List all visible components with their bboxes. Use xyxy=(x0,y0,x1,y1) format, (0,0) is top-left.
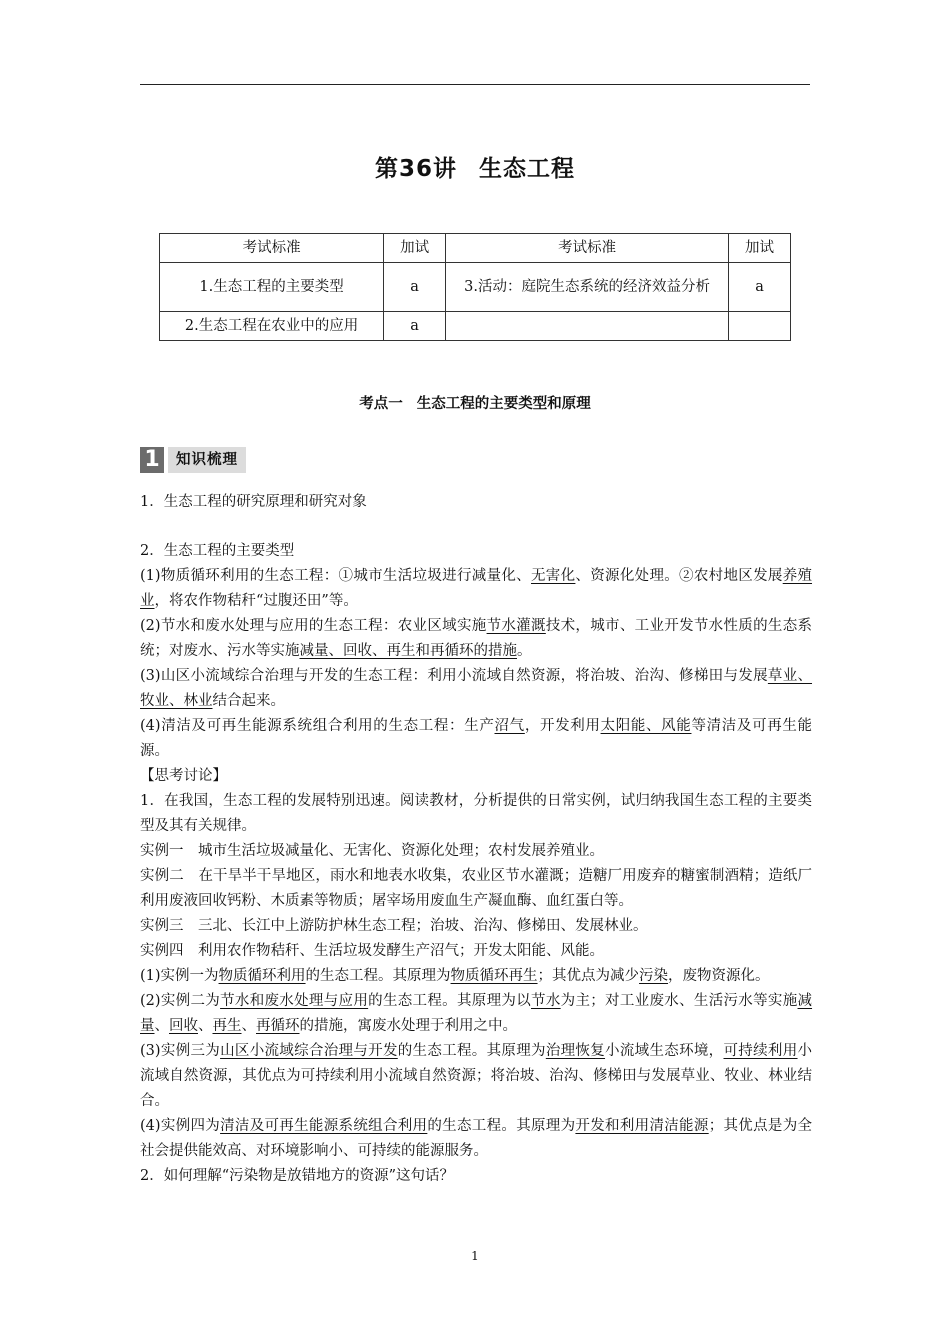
table-row xyxy=(160,263,791,312)
paragraph: (1)实例一为物质循环利用的生态工程。其原理为物质循环再生；其优点为减少污染，废物资源化。 xyxy=(140,968,770,984)
table-header-cell: 考试标准 xyxy=(160,234,384,263)
table-cell: 3.活动：庭院生态系统的经济效益分析 xyxy=(446,263,729,312)
paragraph: (1)物质循环利用的生态工程：①城市生活垃圾进行减量化、无害化、资源化处理。②农村地区发展养殖业，将农作物秸秆“过腹还田”等。 xyxy=(140,568,813,609)
table-row xyxy=(160,312,791,341)
paragraph: 1．在我国，生态工程的发展特别迅速。阅读教材，分析提供的日常实例，试归纳我国生态工程的主要类型及其有关规律。 xyxy=(140,793,812,834)
paragraph: (2)实例二为节水和废水处理与应用的生态工程。其原理为以节水为主；对工业废水、生活污水等实施减量、回收、再生、再循环的措施，寓废水处理于利用之中。 xyxy=(140,993,813,1034)
table-cell: a xyxy=(384,312,446,341)
content-body xyxy=(140,490,812,1189)
header-rule xyxy=(140,84,810,85)
paragraph: (3)实例三为山区小流域综合治理与开发的生态工程。其原理为治理恢复小流域生态环境，可持续利用小流域自然资源，其优点为可持续利用小流域自然资源；将治坡、治沟、修梯田与发展草业、牧业、林业结合。 xyxy=(140,1043,813,1109)
example-line: 实例二 在干旱半干旱地区，雨水和地表水收集，农业区节水灌溉；造糖厂用废弃的糖蜜制酒精；造纸厂利用废液回收钙粉、木质素等物质；屠宰场用废血生产凝血酶、血红蛋白等。 xyxy=(140,868,812,909)
table-cell xyxy=(729,312,791,341)
section-heading: 考点一 生态工程的主要类型和原理 xyxy=(359,396,591,412)
table-header-cell: 考试标准 xyxy=(446,234,729,263)
table-cell xyxy=(446,312,729,341)
table-cell: 2.生态工程在农业中的应用 xyxy=(160,312,384,341)
paragraph: (4)实例四为清洁及可再生能源系统组合利用的生态工程。其原理为开发和利用清洁能源；其优点是为全社会提供能效高、对环境影响小、可持续的能源服务。 xyxy=(140,1118,813,1159)
exam-standards-table xyxy=(159,233,791,341)
paragraph: 2．如何理解“污染物是放错地方的资源”这句话？ xyxy=(140,1168,455,1184)
paragraph: 2．生态工程的主要类型 xyxy=(140,543,295,559)
example-line: 实例三 三北、长江中上游防护林生态工程；治坡、治沟、修梯田、发展林业。 xyxy=(140,918,648,934)
discussion-heading: 【思考讨论】 xyxy=(140,768,227,784)
table-header-cell: 加试 xyxy=(729,234,791,263)
knowledge-badge xyxy=(140,447,246,473)
paragraph: 1．生态工程的研究原理和研究对象 xyxy=(140,494,367,510)
badge-label: 知识梳理 xyxy=(168,447,246,473)
example-line: 实例四 利用农作物秸秆、生活垃圾发酵生产沼气；开发太阳能、风能。 xyxy=(140,943,604,959)
paragraph: (4)清洁及可再生能源系统组合利用的生态工程：生产沼气，开发利用太阳能、风能等清洁及可再生能源。 xyxy=(140,718,813,759)
table-header-cell: 加试 xyxy=(384,234,446,263)
table-cell: a xyxy=(384,263,446,312)
paragraph: (3)山区小流域综合治理与开发的生态工程：利用小流域自然资源，将治坡、治沟、修梯田与发展草业、牧业、林业结合起来。 xyxy=(140,668,813,709)
badge-number: 1 xyxy=(140,447,164,473)
page-number: 1 xyxy=(471,1249,479,1263)
page-title: 第36讲 生态工程 xyxy=(374,156,575,182)
example-line: 实例一 城市生活垃圾减量化、无害化、资源化处理；农村发展养殖业。 xyxy=(140,843,604,859)
table-cell: a xyxy=(729,263,791,312)
table-header-row xyxy=(160,234,791,263)
table-cell: 1.生态工程的主要类型 xyxy=(160,263,384,312)
paragraph: (2)节水和废水处理与应用的生态工程：农业区域实施节水灌溉技术，城市、工业开发节水性质的生态系统；对废水、污水等实施减量、回收、再生和再循环的措施。 xyxy=(140,618,813,659)
